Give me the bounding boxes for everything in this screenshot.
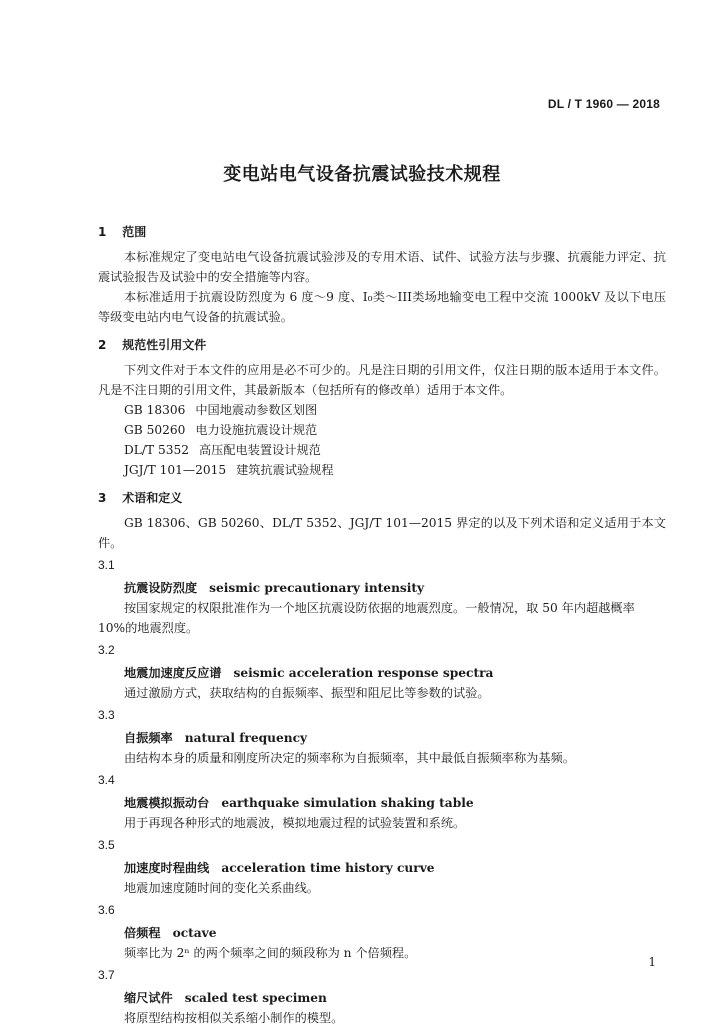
paragraph: GB 18306、GB 50260、DL/T 5352、JGJ/T 101—2015 界定的以及下列术语和定义适用于本文件。 [98,516,666,550]
section-1-heading [98,222,666,242]
clause-number: 3.7 [98,968,115,982]
section-number: 3 [98,491,107,505]
term-english: seismic precautionary intensity [209,581,425,595]
term-english: octave [172,926,217,940]
document-body [98,222,666,1028]
term-english: natural frequency [184,731,308,745]
term-definition: 按国家规定的权限批准作为一个地区抗震设防依据的地震烈度。一般情况，取 50 年内超越概率 [124,601,635,615]
term-entry [98,663,666,683]
reference-code: GB 18306 [124,403,186,417]
term-definition: 用于再现各种形式的地震波，模拟地震过程的试验装置和系统。 [124,816,466,830]
term-chinese: 地震加速度反应谱 [124,666,222,680]
paragraph: 本标准适用于抗震设防烈度为 6 度～9 度、I₀类～III类场地输变电工程中交流 1000kV 及以下电压等级变电站内电气设备的抗震试验。 [98,290,666,324]
reference-title: 中国地震动参数区划图 [195,403,318,417]
reference-item [98,400,666,420]
section-number: 1 [98,225,107,239]
reference-code: DL/T 5352 [124,443,189,457]
term-definition: 由结构本身的质量和刚度所决定的频率称为自振频率，其中最低自振频率称为基频。 [124,751,575,765]
term-entry [98,858,666,878]
reference-title: 建筑抗震试验规程 [236,463,334,477]
reference-code: GB 50260 [124,423,186,437]
page-number: 1 [648,955,656,969]
reference-item [98,440,666,460]
term-definition: 频率比为 2ⁿ 的两个频率之间的频段称为 n 个倍频程。 [124,946,417,960]
term-chinese: 自振频率 [124,731,173,745]
term-english: seismic acceleration response spectra [233,666,494,680]
clause-number: 3.1 [98,558,115,572]
clause-number: 3.5 [98,838,115,852]
term-english: earthquake simulation shaking table [221,796,474,810]
term-definition: 将原型结构按相似关系缩小制作的模型。 [124,1011,344,1025]
term-entry [98,728,666,748]
clause-number: 3.2 [98,643,115,657]
term-definition: 通过激励方式，获取结构的自振频率、振型和阻尼比等参数的试验。 [124,686,490,700]
term-english: acceleration time history curve [221,861,435,875]
term-definition: 地震加速度随时间的变化关系曲线。 [124,881,319,895]
paragraph: 本标准规定了变电站电气设备抗震试验涉及的专用术语、试件、试验方法与步骤、抗震能力评定、抗震试验报告及试验中的安全措施等内容。 [98,250,666,284]
document-title: 变电站电气设备抗震试验技术规程 [223,164,501,185]
term-entry [98,988,666,1008]
term-chinese: 倍频程 [124,926,161,940]
reference-title: 高压配电装置设计规范 [199,443,321,457]
section-title: 术语和定义 [122,491,183,505]
standard-code: DL / T 1960 — 2018 [547,97,660,111]
clause-number: 3.3 [98,708,115,722]
section-title: 范围 [122,225,147,239]
clause-number: 3.4 [98,773,115,787]
term-english: scaled test specimen [184,991,327,1005]
term-entry [98,793,666,813]
term-entry [98,578,666,598]
section-number: 2 [98,338,107,352]
term-definition-continued: 10%的地震烈度。 [98,621,199,635]
term-chinese: 地震模拟振动台 [124,796,210,810]
term-chinese: 加速度时程曲线 [124,861,210,875]
reference-code: JGJ/T 101—2015 [124,463,227,477]
section-2-heading [98,335,666,355]
reference-title: 电力设施抗震设计规范 [195,423,318,437]
section-3-heading [98,488,666,508]
reference-item [98,420,666,440]
section-title: 规范性引用文件 [122,338,207,352]
term-entry [98,923,666,943]
clause-number: 3.6 [98,903,115,917]
term-chinese: 缩尺试件 [124,991,173,1005]
reference-item [98,460,666,480]
term-chinese: 抗震设防烈度 [124,581,198,595]
paragraph: 下列文件对于本文件的应用是必不可少的。凡是注日期的引用文件，仅注日期的版本适用于本文件。凡是不注日期的引用文件，其最新版本（包括所有的修改单）适用于本文件。 [98,363,666,397]
